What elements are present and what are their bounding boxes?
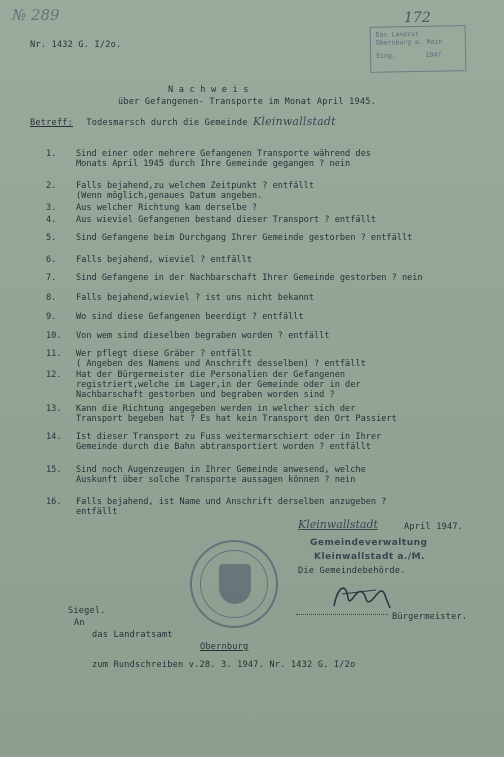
corner-note: № 289 — [12, 6, 60, 24]
item-number: 7. — [46, 273, 57, 283]
page-number: 172 — [404, 10, 431, 26]
item-text-line: Transport begeben hat ? Es hat kein Transport den Ort Passiert — [76, 414, 397, 424]
item-text-line: Falls bejahend, wieviel ? entfällt — [76, 255, 252, 265]
item-text-line: entfällt — [76, 507, 118, 517]
handwritten-signature — [328, 578, 398, 612]
item-number: 3. — [46, 203, 57, 213]
receipt-stamp-line4: 1947 — [425, 50, 442, 59]
address-line1: An — [74, 618, 85, 628]
item-text-line: Monats April 1945 durch Ihre Gemeinde gegangen ? nein — [76, 159, 351, 169]
item-text-line: Sind Gefangene beim Durchgang Ihrer Gemeinde gestorben ? entfällt — [76, 233, 413, 243]
item-text-line: Von wem sind dieselben begraben worden ? entfällt — [76, 331, 330, 341]
receipt-stamp — [370, 25, 467, 73]
document-subtitle: über Gefangenen- Transporte im Monat April 1945. — [118, 97, 376, 107]
receipt-stamp-line2: Obernburg a. Main — [375, 37, 443, 47]
item-text-line: registriert,welche im Lager,in der Gemeinde oder in der — [76, 380, 361, 390]
item-text-line: (Wenn möglich,genaues Datum angeben. — [76, 191, 263, 201]
item-text-line: Falls bejahend,zu welchem Zeitpunkt ? entfällt — [76, 181, 314, 191]
address-line2: das Landratsamt — [92, 630, 173, 640]
coat-of-arms-icon — [219, 564, 251, 604]
address-line3: Obernburg — [200, 642, 249, 652]
item-text-line: Aus wieviel Gefangenen bestand dieser Transport ? entfällt — [76, 215, 377, 225]
seal-label: Siegel. — [68, 606, 106, 616]
item-text-line: Wer pflegt diese Gräber ? entfällt — [76, 349, 252, 359]
item-number: 10. — [46, 331, 62, 341]
betreff-label: Betreff: — [30, 118, 73, 128]
item-text-line: ( Angeben des Namens und Anschrift desselben) ? entfällt — [76, 359, 366, 369]
item-number: 8. — [46, 293, 57, 303]
reference-number: Nr. 1432 G. I/2o. — [30, 40, 122, 50]
item-number: 16. — [46, 497, 62, 507]
footer-reference: zum Rundschreiben v.28. 3. 1947. Nr. 1432 G. I/2o — [92, 660, 356, 670]
item-number: 6. — [46, 255, 57, 265]
item-text-line: Wo sind diese Gefangenen beerdigt ? entfällt — [76, 312, 304, 322]
item-text-line: Falls bejahend, ist Name und Anschrift derselben anzugeben ? — [76, 497, 387, 507]
municipal-stamp-line1: Gemeindeverwaltung — [310, 538, 428, 548]
betreff-row — [30, 117, 336, 128]
item-number: 11. — [46, 349, 62, 359]
item-number: 2. — [46, 181, 57, 191]
item-text-line: Auskunft über solche Transporte aussagen können ? nein — [76, 475, 356, 485]
signature-place: Kleinwallstadt — [298, 518, 378, 531]
betreff-place: Kleinwallstadt — [252, 115, 336, 128]
receipt-stamp-line3: Eing. — [376, 51, 396, 60]
item-text-line: Nachbarschaft gestorben und begraben worden sind ? — [76, 390, 335, 400]
betreff-text: Todesmarsch durch die Gemeinde — [86, 118, 248, 128]
item-number: 12. — [46, 370, 62, 380]
item-text-line: Sind einer oder mehrere Gefangenen Transporte während des — [76, 149, 371, 159]
item-number: 15. — [46, 465, 62, 475]
item-number: 5. — [46, 233, 57, 243]
item-text-line: Aus welcher Richtung kam derselbe ? — [76, 203, 258, 213]
item-text-line: Kann die Richtung angegeben werden in welcher sich der — [76, 404, 356, 414]
signature-authority: Die Gemeindebehörde. — [298, 566, 406, 576]
item-number: 14. — [46, 432, 62, 442]
item-number: 1. — [46, 149, 57, 159]
item-number: 4. — [46, 215, 57, 225]
item-text-line: Sind Gefangene in der Nachbarschaft Ihrer Gemeinde gestorben ? nein — [76, 273, 423, 283]
item-text-line: Hat der Bürgermeister die Personalien der Gefangenen — [76, 370, 346, 380]
item-text-line: Gemeinde durch die Bahn abtransportiert worden ? entfällt — [76, 442, 371, 452]
item-text-line: Ist dieser Transport zu Fuss weitermarschiert oder in Ihrer — [76, 432, 382, 442]
document-title: N a c h w e i s — [168, 85, 249, 95]
signature-date: April 1947. — [404, 522, 464, 532]
signature-line — [296, 614, 388, 615]
item-number: 13. — [46, 404, 62, 414]
item-text-line: Sind noch Augenzeugen in Ihrer Gemeinde anwesend, welche — [76, 465, 366, 475]
item-text-line: Falls bejahend,wieviel ? ist uns nicht bekannt — [76, 293, 314, 303]
receipt-stamp-line1: Das Landrat — [375, 29, 419, 39]
round-seal — [190, 540, 278, 628]
signature-role: Bürgermeister. — [392, 612, 468, 622]
item-number: 9. — [46, 312, 57, 322]
municipal-stamp-line2: Kleinwallstadt a./M. — [314, 552, 425, 562]
